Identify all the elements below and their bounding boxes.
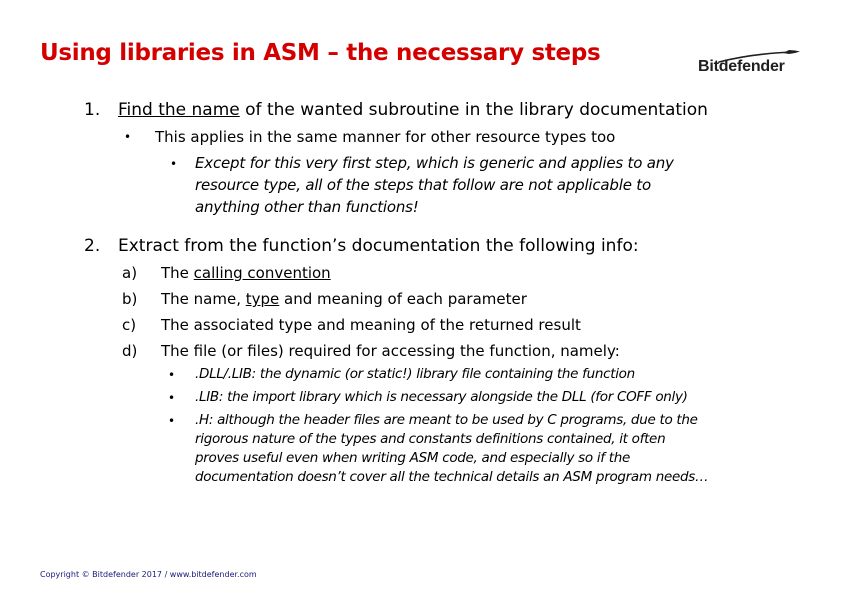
bullet-icon: •: [168, 368, 176, 382]
file-type-lib-ext: .LIB: [195, 389, 219, 405]
bullet-icon: •: [168, 391, 176, 405]
item-b-before: The name,: [161, 290, 246, 308]
item-a-text: [161, 264, 331, 282]
item-d-text: The file (or files) required for accessing the function, namely:: [161, 342, 620, 360]
file-type-h-desc-3: proves useful even when writing ASM code, and especially so if the: [195, 450, 630, 466]
step-1-sub-text: This applies in the same manner for other resource types too: [155, 128, 616, 146]
item-b-after: and meaning of each parameter: [279, 290, 527, 308]
item-c-marker: c): [122, 316, 137, 334]
item-d-marker: d): [122, 342, 138, 360]
step-1-rest: of the wanted subroutine in the library documentation: [239, 100, 708, 120]
file-type-h-desc-1: : although the header files are meant to be used by C programs, due to the: [208, 412, 698, 428]
bullet-icon: •: [168, 414, 176, 428]
slide-title: Using libraries in ASM – the necessary steps: [40, 40, 601, 66]
file-type-h: [195, 412, 698, 428]
file-type-lib-desc: : the import library which is necessary alongside the DLL (for COFF only): [218, 389, 688, 405]
step-1-text: [118, 100, 708, 120]
item-b-text: [161, 290, 527, 308]
logo-text: Bitdefender: [698, 58, 785, 75]
bullet-icon: •: [124, 130, 132, 144]
file-type-dll-desc: : the dynamic (or static!) library file containing the function: [251, 366, 635, 382]
bullet-icon: •: [170, 157, 178, 171]
bitdefender-logo: [697, 50, 801, 80]
step-1-number: 1.: [84, 100, 101, 120]
item-c-text: The associated type and meaning of the returned result: [161, 316, 581, 334]
item-b-marker: b): [122, 290, 138, 308]
step-1-note-line-1: Except for this very first step, which is generic and applies to any: [195, 154, 674, 172]
step-1-note-line-2: resource type, all of the steps that follow are not applicable to: [195, 176, 651, 194]
item-b-underlined: type: [245, 290, 280, 308]
step-2-number: 2.: [84, 236, 101, 256]
step-1-note-line-3: anything other than functions!: [195, 198, 419, 216]
file-type-lib: [195, 389, 688, 405]
file-type-h-desc-4: documentation doesn’t cover all the technical details an ASM program needs…: [195, 469, 709, 485]
footer-copyright: Copyright © Bitdefender 2017 / www.bitdefender.com: [40, 570, 257, 579]
item-a-marker: a): [122, 264, 138, 282]
item-a-underlined: calling convention: [193, 264, 331, 282]
item-a-before: The: [161, 264, 194, 282]
file-type-dll: [195, 366, 635, 382]
file-type-dll-ext: .DLL/.LIB: [195, 366, 252, 382]
file-type-h-ext: .H: [195, 412, 209, 428]
step-2-text: Extract from the function’s documentation the following info:: [118, 236, 639, 256]
file-type-h-desc-2: rigorous nature of the types and constants definitions contained, it often: [195, 431, 666, 447]
step-1-underlined: Find the name: [118, 100, 240, 120]
